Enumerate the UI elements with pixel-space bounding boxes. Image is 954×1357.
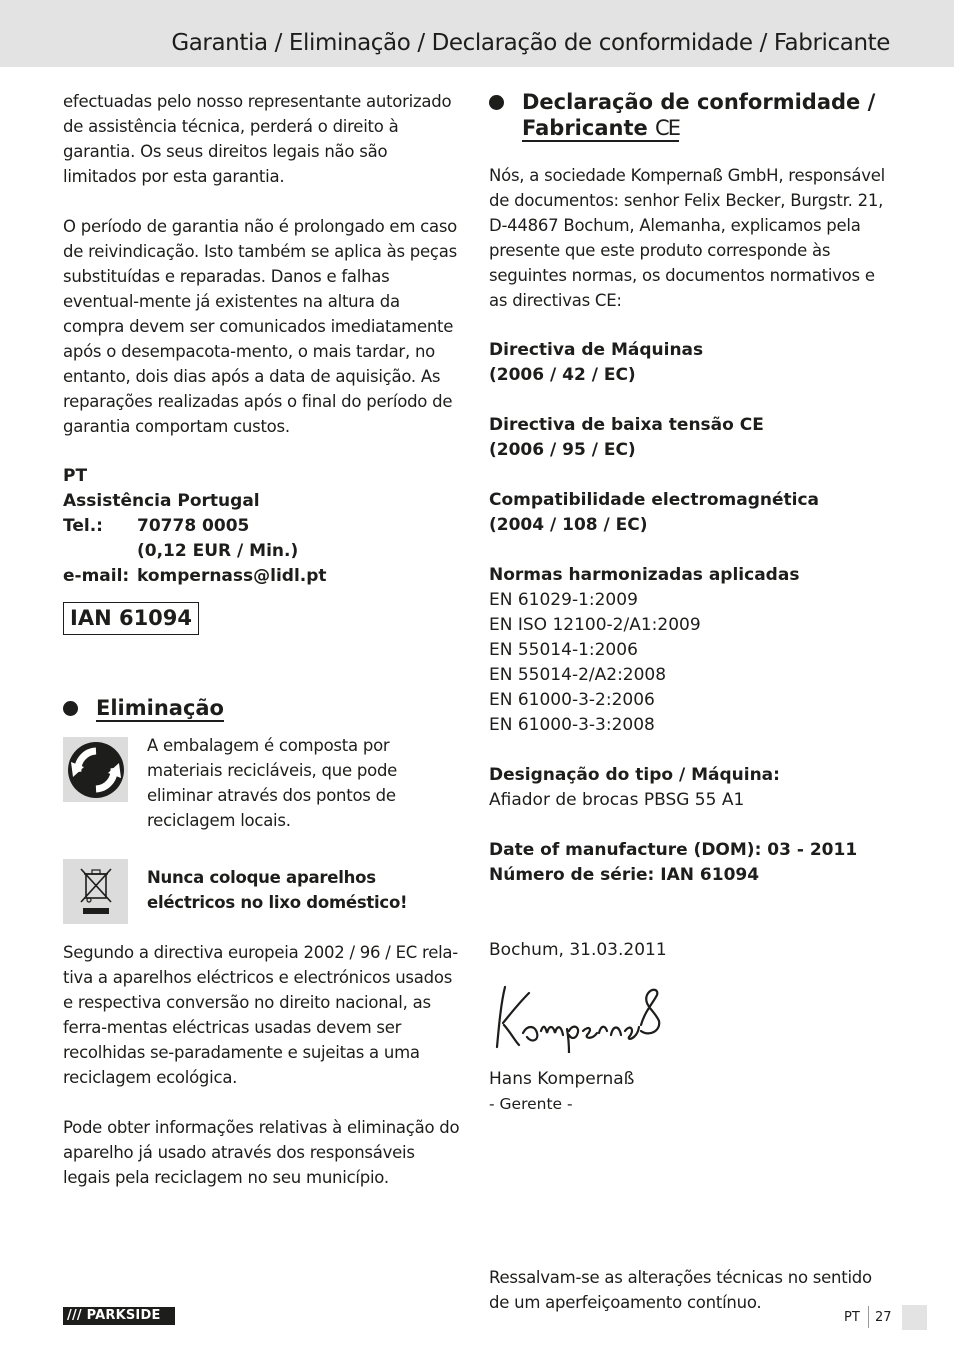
disclaimer: Ressalvam-se as alterações técnicas no sentido de um aperfeiçoamento contínuo.: [489, 1268, 872, 1312]
type-value: Afiador de brocas PBSG 55 A1: [489, 790, 745, 810]
left-column: [63, 89, 461, 1190]
contact-service-name: Assistência Portugal: [63, 491, 260, 511]
disposal-paragraph-1: Segundo a directiva europeia 2002 / 96 / EC rela-tiva a aparelhos eléctricos e electrónicos usados e respectiva conversão no direito nacional, as ferra-mentas eléctricas usadas devem ser recolhidas se-paradamente e sujeitas a uma reciclagem ecológica.: [63, 943, 458, 1087]
page-title: Garantia / Eliminação / Declaração de conformidade / Fabricante: [171, 30, 890, 56]
directive-emc: Compatibilidade electromagnética: [489, 490, 820, 510]
disposal-heading: Eliminação: [63, 695, 461, 721]
packaging-row: [63, 737, 461, 833]
signer-name: Hans Kompernaß: [489, 1069, 635, 1089]
signature: [489, 981, 891, 1061]
directive-emc-code: (2004 / 108 / EC): [489, 515, 648, 535]
phone-label: Tel.:: [63, 516, 103, 536]
right-column: [489, 89, 891, 1315]
recycling-icon: [63, 737, 128, 802]
standard-item: EN ISO 12100-2/A1:2009: [489, 615, 701, 635]
crossed-bin-icon: [63, 859, 128, 924]
brand-logo: /// PARKSIDE: [63, 1307, 175, 1325]
footer-language: PT: [844, 1310, 860, 1325]
directive-low-voltage-code: (2006 / 95 / EC): [489, 440, 636, 460]
contact-email-row: [63, 564, 461, 589]
serial-number: Número de série: IAN 61094: [489, 865, 760, 885]
declaration-intro: Nós, a sociedade Kompernaß GmbH, responsável de documentos: senhor Felix Becker, Burgstr. 21, D-44867 Bochum, Alemanha, explicamos pela presente que este produto corresponde às seguintes normas, os documentos normativos e as directivas CE:: [489, 166, 885, 310]
footer-tab: [902, 1305, 927, 1330]
contact-country: PT: [63, 466, 88, 486]
service-contact: [63, 464, 461, 589]
place-date: Bochum, 31.03.2011: [489, 940, 667, 960]
email-label: e-mail:: [63, 566, 130, 586]
contact-cost-row: [63, 539, 461, 564]
disposal-paragraph-2: Pode obter informações relativas à eliminação do aparelho já usado através dos responsáveis legais pela reciclagem no seu município.: [63, 1118, 460, 1187]
directive-machines-code: (2006 / 42 / EC): [489, 365, 636, 385]
standard-item: EN 61029-1:2009: [489, 590, 638, 610]
signer-role: - Gerente -: [489, 1095, 573, 1113]
manufacture-date: Date of manufacture (DOM): 03 - 2011: [489, 840, 858, 860]
directive-machines: Directiva de Máquinas: [489, 340, 704, 360]
bullet-icon: [63, 701, 78, 716]
standard-item: EN 61000-3-2:2006: [489, 690, 655, 710]
weee-warning: Nunca coloque aparelhos eléctricos no lixo doméstico!: [147, 868, 408, 912]
email-address: kompernass@lidl.pt: [137, 566, 327, 586]
weee-row: [63, 859, 461, 924]
footer-divider: [868, 1306, 869, 1328]
type-heading: Designação do tipo / Máquina:: [489, 765, 780, 785]
packaging-text: A embalagem é composta por materiais recicláveis, que pode eliminar através dos pontos de reciclagem locais.: [147, 736, 398, 830]
standard-item: EN 55014-1:2006: [489, 640, 638, 660]
warranty-paragraph-2: O período de garantia não é prolongado em caso de reivindicação. Isto também se aplica às peças substituídas e reparadas. Danos e falhas eventual-mente já existentes na altura da compra devem ser comunicados imediatamente após o desempacota-mento, o mais tardar, no entanto, dois dias após a data de aquisição. As reparações realizadas após o final do período de garantia comportam custos.: [63, 217, 458, 436]
directive-low-voltage: Directiva de baixa tensão CE: [489, 415, 764, 435]
phone-cost: (0,12 EUR / Min.): [137, 541, 299, 561]
phone-number: 70778 0005: [137, 516, 250, 536]
standard-item: EN 55014-2/A2:2008: [489, 665, 667, 685]
page-number: 27: [875, 1310, 892, 1325]
standards-heading: Normas harmonizadas aplicadas: [489, 565, 800, 585]
ce-mark-icon: CE: [655, 116, 679, 140]
conformity-heading: Declaração de conformidade / Fabricante CE: [489, 89, 891, 141]
bullet-icon: [489, 95, 504, 110]
contact-phone-row: [63, 514, 461, 539]
standard-item: EN 61000-3-3:2008: [489, 715, 655, 735]
ian-box: IAN 61094: [63, 602, 199, 635]
warranty-paragraph-1: efectuadas pelo nosso representante autorizado de assistência técnica, perderá o direito à garantia. Os seus direitos legais não são limitados por esta garantia.: [63, 92, 452, 186]
